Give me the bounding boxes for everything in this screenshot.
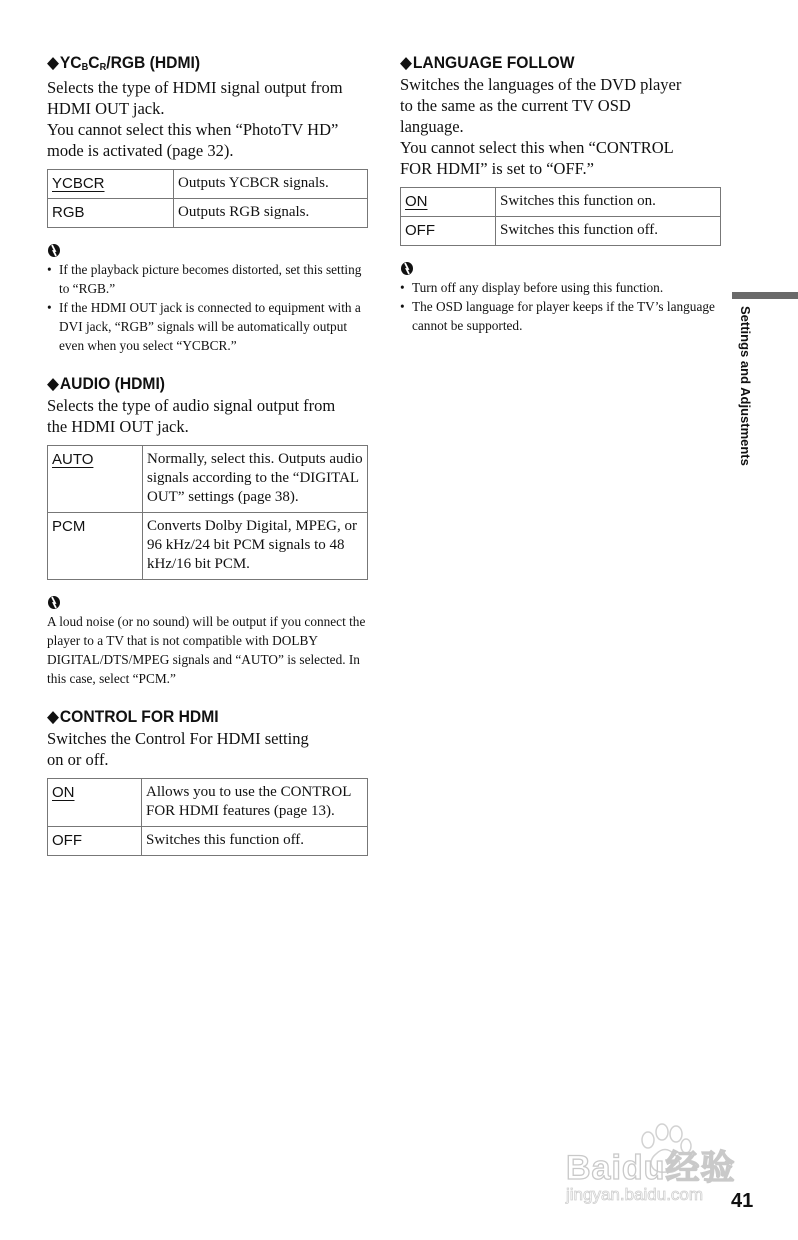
language-follow-heading: ◆LANGUAGE FOLLOW xyxy=(400,53,575,72)
table-row xyxy=(401,217,721,246)
option-value: Normally, select this. Outputs audio signals according to the “DIGITAL OUT” settings (page 38). xyxy=(143,446,368,513)
side-tab-label: Settings and Adjustments xyxy=(738,306,753,466)
page-number: 41 xyxy=(731,1190,754,1212)
option-key: PCM xyxy=(48,513,143,580)
option-value: Allows you to use the CONTROL FOR HDMI features (page 13). xyxy=(142,779,368,827)
ycbcr-rgb-section xyxy=(47,52,369,355)
language-notes xyxy=(400,278,722,335)
audio-options-table xyxy=(47,445,368,580)
ycbcr-rgb-heading: $◆YC_BC_R$/RGB (HDMI) xyxy=(47,53,201,73)
control-description: Switches the Control For HDMI setting on or off. xyxy=(47,729,309,769)
note-icon xyxy=(400,260,722,276)
table-row xyxy=(48,199,368,228)
right-column xyxy=(400,52,722,335)
ycbcr-options-table xyxy=(47,169,368,228)
option-key: OFF xyxy=(401,217,496,246)
diamond-bullet-icon: ◆ xyxy=(47,53,60,72)
table-row xyxy=(48,170,368,199)
list-item: • The OSD language for player keeps if the TV’s language cannot be supported. xyxy=(400,297,722,335)
watermark-text: Baidu经验 xyxy=(566,1149,736,1187)
control-hdmi-heading: ◆CONTROL FOR HDMI xyxy=(47,707,219,726)
list-item: • Turn off any display before using this function. xyxy=(400,278,722,297)
audio-hdmi-heading: ◆AUDIO (HDMI) xyxy=(47,374,166,393)
audio-note: A loud noise (or no sound) will be output if you connect the player to a TV that is not compatible with DOLBY DIGITAL/DTS/MPEG signals and “AUTO” is selected. In this case, select “PCM.” xyxy=(47,614,366,686)
left-column xyxy=(47,52,369,856)
control-hdmi-section xyxy=(47,706,369,856)
diamond-bullet-icon: ◆ xyxy=(47,707,60,726)
language-options-table xyxy=(400,187,721,246)
control-options-table xyxy=(47,778,368,856)
option-value: Switches this function off. xyxy=(142,827,368,856)
table-row xyxy=(48,827,368,856)
diamond-bullet-icon: ◆ xyxy=(47,374,60,393)
option-key: ON xyxy=(401,188,496,217)
ycbcr-notes xyxy=(47,260,369,355)
option-key: RGB xyxy=(48,199,174,228)
table-row xyxy=(401,188,721,217)
side-tab-bar xyxy=(732,292,798,299)
option-key: OFF xyxy=(48,827,142,856)
diamond-bullet-icon: ◆ xyxy=(400,53,413,72)
note-icon xyxy=(47,242,369,258)
list-item: • If the playback picture becomes distorted, set this setting to “RGB.” xyxy=(47,260,369,298)
table-row xyxy=(48,513,368,580)
option-key: ON xyxy=(48,779,142,827)
ycbcr-description: Selects the type of HDMI signal output from HDMI OUT jack. You cannot select this when “PhotoTV HD” mode is activated (page 32). xyxy=(47,78,343,160)
audio-hdmi-section xyxy=(47,373,369,688)
audio-description: Selects the type of audio signal output from the HDMI OUT jack. xyxy=(47,396,336,436)
option-value: Switches this function off. xyxy=(496,217,721,246)
option-key: YCBCR xyxy=(48,170,174,199)
watermark-url: jingyan.baidu.com xyxy=(566,1185,704,1204)
option-value: Converts Dolby Digital, MPEG, or 96 kHz/24 bit PCM signals to 48 kHz/16 bit PCM. xyxy=(143,513,368,580)
table-row xyxy=(48,779,368,827)
language-description: Switches the languages of the DVD player to the same as the current TV OSD language. You cannot select this when “CONTROL FOR HDMI” is set to “OFF.” xyxy=(400,75,682,178)
option-value: Switches this function on. xyxy=(496,188,721,217)
table-row xyxy=(48,446,368,513)
option-value: Outputs YCBCR signals. xyxy=(174,170,368,199)
list-item: • If the HDMI OUT jack is connected to equipment with a DVI jack, “RGB” signals will be automatically output even when you select “YCBCR.” xyxy=(47,298,369,355)
language-follow-section xyxy=(400,52,722,335)
option-key: AUTO xyxy=(48,446,143,513)
note-icon xyxy=(47,594,369,610)
option-value: Outputs RGB signals. xyxy=(174,199,368,228)
